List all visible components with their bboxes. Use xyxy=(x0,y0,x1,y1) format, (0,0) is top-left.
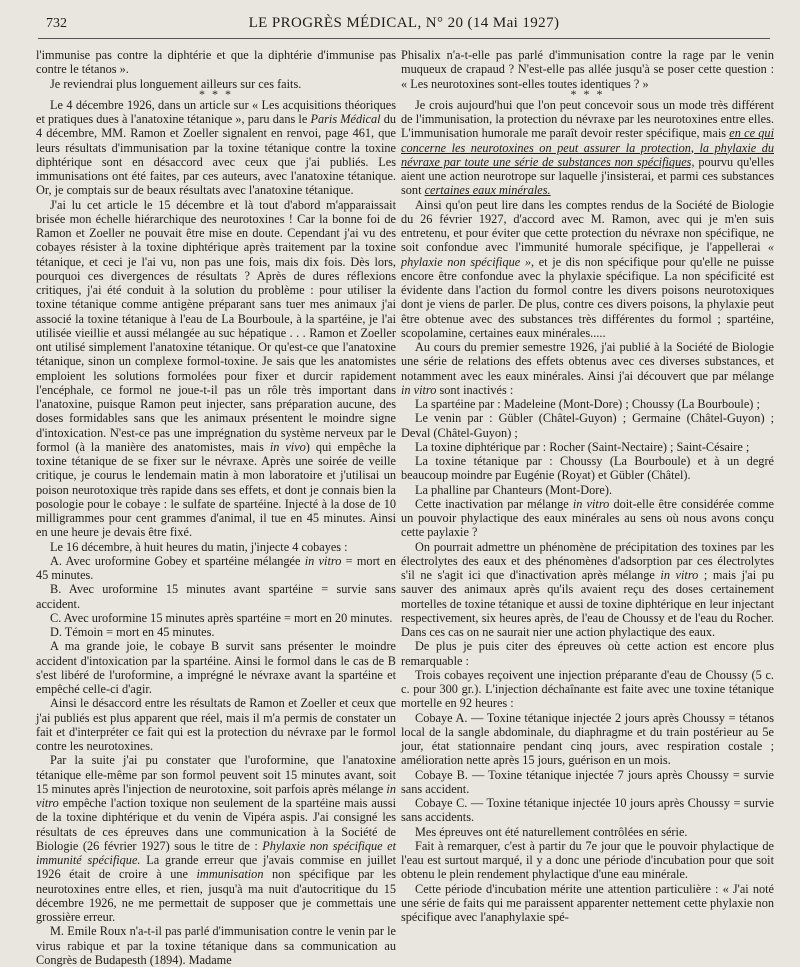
paragraph: C. Avec uroformine 15 minutes après spartéine = mort en 20 minutes. xyxy=(50,610,393,625)
paragraph: Ainsi le désaccord entre les résultats de Ramon et Zoeller et ceux que j'ai publiés est plus apparent que réel, mais il m'a permis de constater un fait et d'interpréter ce fait qui est la protection du névraxe par le formol contre les neurotoxines. xyxy=(36,696,396,753)
paragraph: On pourrait admettre un phénomène de précipitation des toxines par les électrolytes des eaux et des phénomènes d'adsorption par ces électrolytes s'il ne s'agit ici que d'inactivation après mélange in vitro ; mais j'ai pu sauver des animaux après qu'ils avaient reçu des doses certainement mortelles de toxine tétanique et aussi de toxine diphtérique en leur injectant respectivement, six heures après, de l'eau de Choussy et de l'eau du Rocher. Dans ces cas on ne saurait nier une action phylactique des eaux. xyxy=(401,539,774,639)
paragraph: Je crois aujourd'hui que l'on peut concevoir sous un mode très différent de l'immunisation, la protection du névraxe par les neurotoxines entre elles. L'immunisation humorale me paraît devoir rester spécifique, mais en ce qui concerne les neurotoxines on peut assurer la protection, la phylaxie du névraxe par toute une série de substances non spécifiques, pourvu qu'elles aient une action neurotrope sur laquelle j'insisterai, et parmi ces substances sont certaines eaux minérales. xyxy=(401,97,774,198)
page-number: 732 xyxy=(46,16,67,31)
paragraph: Cette période d'incubation mérite une attention particulière : « J'ai noté une série de faits qui me paraissent apparenter nettement cette phylaxie non spécifique avec l'anaphylaxie spé- xyxy=(401,881,774,924)
paragraph: Mes épreuves ont été naturellement contrôlées en série. xyxy=(415,824,688,839)
section-separator: * * * xyxy=(570,86,605,101)
paragraph: Cobaye C. — Toxine tétanique injectée 10 jours après Choussy = survie sans accidents. xyxy=(401,796,774,825)
paragraph: Phisalix n'a-t-elle pas parlé d'immunisation contre la rage par le venin muqueux de crapaud ? N'est-elle pas allée jusqu'à se poser cette question : « Les neurotoxines sont-elles toutes identiques ? » xyxy=(401,48,774,91)
paragraph: Je reviendrai plus longuement ailleurs sur ces faits. xyxy=(50,76,302,91)
paragraph: Le 16 décembre, à huit heures du matin, j'injecte 4 cobayes : xyxy=(50,539,348,554)
paragraph: Par la suite j'ai pu constater que l'uroformine, que l'anatoxine tétanique elle-même par son formol peuvent soit 15 minutes avant, soit 15 minutes après l'injection de neurotoxine, soit parfois après mélange in vitro empêche l'action toxique non seulement de la spartéine mais aussi de la toxine diphtérique et du venin de Vipéra aspis. J'ai consigné les résultats de ces épreuves dans une communication à la Société de Biologie (26 février 1927) sous le titre de : Phylaxie non spécifique et immunité spécifique. La grande erreur que j'avais commise en juillet 1926 était de croire à une immunisation non spécifique par les neurotoxines entre elles, et rien, jusqu'à ma nuit d'autocritique du 15 décembre 1926, ne me permettait de supposer que je commettais une grossière erreur. xyxy=(36,753,396,924)
paragraph: A ma grande joie, le cobaye B survit sans présenter le moindre accident d'intoxication par la spartéine. Ainsi le formol dans le cas de B s'est libéré de l'uroformine, a imprégné le névraxe avant la spartéine et empêché celle-ci d'agir. xyxy=(36,639,396,696)
paragraph: Cette inactivation par mélange in vitro doit-elle être considérée comme un pouvoir phylactique des eaux minérales au sens où nous avons conçu cette paylaxie ? xyxy=(401,496,774,540)
paragraph: Ainsi qu'on peut lire dans les comptes rendus de la Société de Biologie du 26 février 1927, d'accord avec M. Ramon, avec qui je m'en suis entretenu, et pour éviter que cette protection du névraxe non spécifique, ne soit confondue avec l'immunité humorale spécifique, je l'appellerai « phylaxie non spécifique », et je dis non spécifique pour qu'elle ne puisse encore être confondue avec la phylaxie spécifique. La non spécificité est évidente dans l'action du formol contre les divers poisons neurotoxiques dont je viens de parler. De plus, contre ces divers poisons, la phylaxie peut être obtenue avec des substances très différentes du formol ; spartéine, scopolamine, certaines eaux minérales..... xyxy=(401,197,774,340)
paragraph: B. Avec uroformine 15 minutes avant spartéine = survie sans accident. xyxy=(36,582,396,611)
paragraph: La toxine tétanique par : Choussy (La Bourboule) et à un degré beaucoup moindre par Eugénie (Royat) et Gübler (Châtel). xyxy=(401,454,774,483)
paragraph: l'immunise pas contre la diphtérie et que la diphtérie d'immunise pas contre le tétanos ». xyxy=(36,48,396,77)
paragraph: Trois cobayes reçoivent une injection préparante d'eau de Choussy (5 c. c. pour 300 gr.). L'injection déchaînante est faite avec une toxine tétanique mortelle en 92 heures : xyxy=(401,667,774,711)
paragraph: A. Avec uroformine Gobey et spartéine mélangée in vitro = mort en 45 minutes. xyxy=(36,553,396,582)
paragraph: La spartéine par : Madeleine (Mont-Dore) ; Choussy (La Bourboule) ; xyxy=(415,397,760,411)
left-column xyxy=(36,48,396,967)
paragraph: Le venin par : Gübler (Châtel-Guyon) ; Germaine (Châtel-Guyon) ; Deval (Châtel-Guyon) ; xyxy=(401,411,774,440)
paragraph: Fait à remarquer, c'est à partir du 7e jour que le pouvoir phylactique de l'eau est surtout marqué, il y a donc une période d'incubation pour que soit obtenu le plein rendement phylactique d'une eau minérale. xyxy=(401,838,774,882)
paragraph: J'ai lu cet article le 15 décembre et là tout d'abord m'apparaissait brisée mon échelle hiérarchique des neurotoxines ! Car la bonne foi de Ramon et Zoeller ne pouvait être mise en doute. Cependant j'ai vu des cobayes résister à la toxine diphtérique après traitement par la toxine tétanique, et ceci je l'ai vu, non pas une fois, mais dix fois. Dès lors, pourquoi ces divergences de résultats ? Après de dures réflexions critiques, j'ai été conduit à la solution du problème : pour utiliser la toxine tétanique comme antigène préparant sans tuer mes animaux j'ai associé la toxine tétanique à l'eau de La Bourboule, à la spartéine, je l'ai utilisée vieillie et aussi mélangée au suc hépatique . . . Ramon et Zoeller ont utilisé simplement l'anatoxine tétanique. Or qu'est-ce que l'anatoxine tétanique, sinon un complexe formol-toxine. Je sais que les anatomistes emploient les solutions formolées pour fixer et durcir rapidement l'encéphale, ce formol ne joue-t-il pas un rôle très important dans l'anatoxine, puisque Ramon peut injecter, sans préparation aucune, des doses formidables sans que les animaux présentent le moindre signe d'intoxication. N'est-ce pas une imprégnation du système nerveux par le formol (à la manière des anatomistes, mais in vivo) qui empêche la toxine tétanique de se fixer sur le névraxe. Après une soirée de veille critique, je courus le lendemain matin à mon laboratoire et j'utilisai un poison neurotoxique très rapide dans ses effets, et dont je connais bien la posologie pour le cobaye : le sulfate de spartéine. Injecté à la dose de 10 milligrammes pour cent grammes d'animal, il tue en 45 minutes. Ainsi en une heure je devais être fixé. xyxy=(36,197,396,540)
section-separator: * * * xyxy=(199,86,233,101)
paragraph: De plus je puis citer des épreuves où cette action est encore plus remarquable : xyxy=(401,639,774,668)
paragraph: M. Emile Roux n'a-t-il pas parlé d'immunisation contre le venin par le virus rabique et par la toxine tétanique dans sa communication au Congrès de Budapesth (1894). Madame xyxy=(36,924,396,967)
journal-title: LE PROGRÈS MÉDICAL, N° 20 (14 Mai 1927) xyxy=(248,15,560,31)
right-column xyxy=(401,48,774,946)
paragraph: Le 4 décembre 1926, dans un article sur « Les acquisitions théoriques et pratiques dues à l'anatoxine tétanique », paru dans le Paris Médical du 4 décembre, MM. Ramon et Zoeller signalent en renvoi, page 461, que leurs résultats d'immunisation par la toxine tétanique contre la toxine diphtérique sont en désaccord avec ceux que j'ai publiés. Les immunisations ont été faites, par ces auteurs, avec l'anatoxine tétanique. Or, je comptais sur de beaux résultats avec l'anatoxine tétanique. xyxy=(36,97,396,198)
running-header xyxy=(38,14,770,39)
paragraph: D. Témoin = mort en 45 minutes. xyxy=(50,625,215,639)
paragraph: La phalline par Chanteurs (Mont-Dore). xyxy=(415,482,613,497)
paragraph: Cobaye B. — Toxine tétanique injectée 7 jours après Choussy = survie sans accident. xyxy=(401,767,774,796)
paragraph: Cobaye A. — Toxine tétanique injectée 2 jours après Choussy = tétanos local de la sangle abdominale, du diaphragme et du train postérieur au 5e jour, état stationnaire pendant cinq jours, avec respiration costale ; amélioration nette après 15 jours, guérison en un mois. xyxy=(401,710,774,768)
paragraph: La toxine diphtérique par : Rocher (Saint-Nectaire) ; Saint-Césaire ; xyxy=(415,439,750,454)
paragraph: Au cours du premier semestre 1926, j'ai publié à la Société de Biologie une série de relations des effets obtenus avec ces diverses substances, et notamment avec les eaux minérales. Ainsi j'ai découvert que par mélange in vitro sont inactivés : xyxy=(401,340,774,397)
